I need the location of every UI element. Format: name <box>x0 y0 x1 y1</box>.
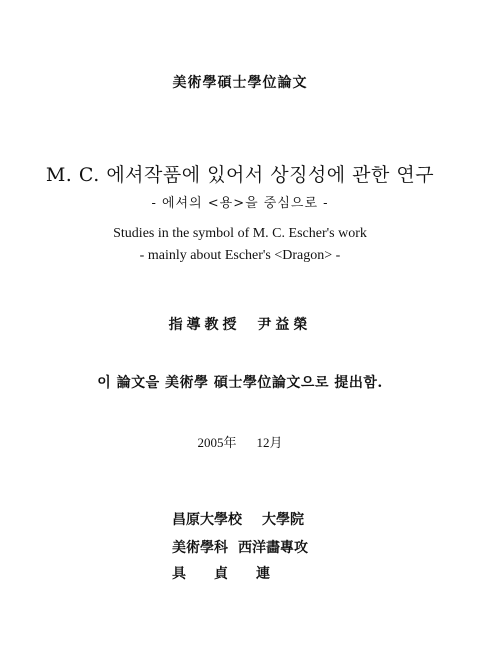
english-subtitle: - mainly about Escher's <Dragon> - <box>139 248 341 263</box>
advisor-line: 指導教授 尹益榮 <box>168 317 312 333</box>
department-line <box>172 537 308 557</box>
major-name: 西洋畵專攻 <box>238 540 308 556</box>
university-line <box>172 509 304 529</box>
department-name: 美術學科 <box>172 540 228 556</box>
university-name: 昌原大學校 <box>172 512 242 528</box>
korean-title: M. C. 에셔작품에 있어서 상징성에 관한 연구 <box>45 164 435 186</box>
submission-statement: 이 論文을 美術學 碩士學位論文으로 提出함. <box>97 375 383 391</box>
date-month: 12月 <box>256 435 283 450</box>
author-name: 具貞連 <box>172 566 298 582</box>
submission-date <box>0 432 480 451</box>
date-year: 2005年 <box>197 435 237 450</box>
korean-subtitle: - 에셔의 <용>을 중심으로 - <box>151 196 329 211</box>
graduate-school-name: 大學院 <box>262 512 304 528</box>
english-title: Studies in the symbol of M. C. Escher's work <box>113 226 367 241</box>
degree-line: 美術學碩士學位論文 <box>172 75 308 91</box>
